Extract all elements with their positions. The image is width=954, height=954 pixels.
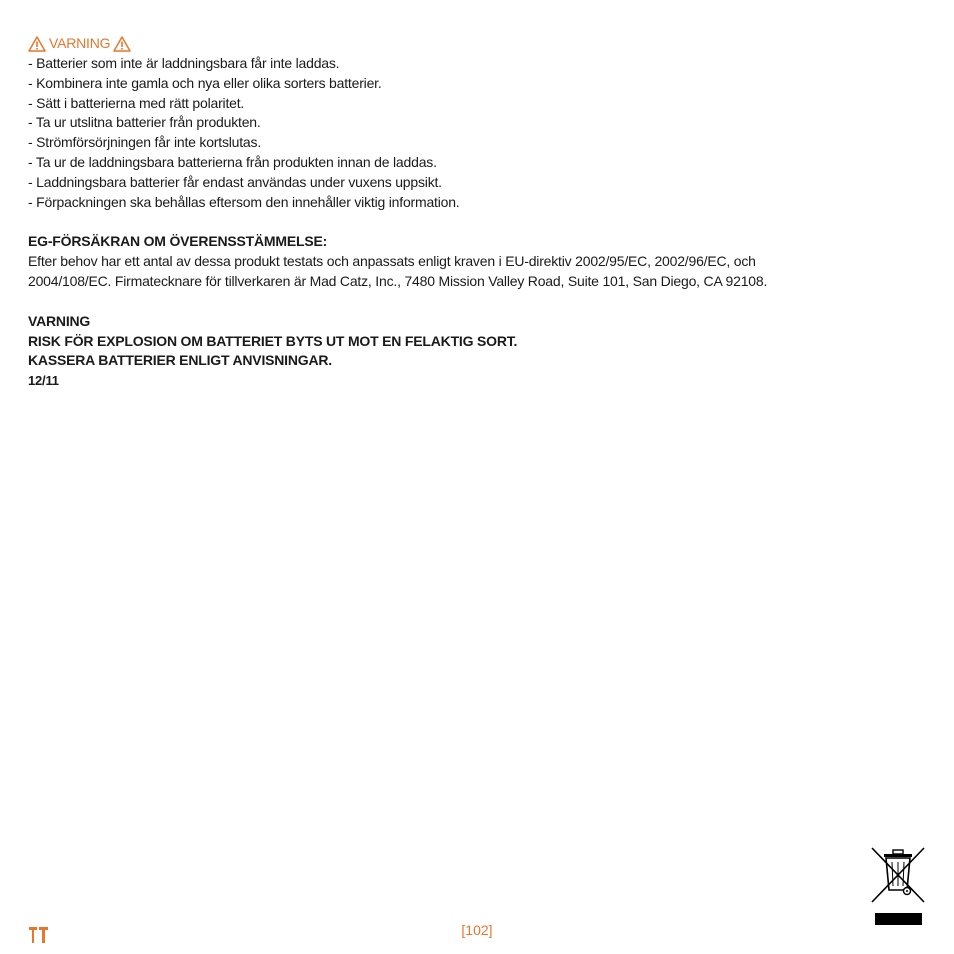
declaration-line: Efter behov har ett antal av dessa produkt testats och anpassats enligt kraven i EU-direktiv 2002/95/EC, 2002/96/EC, och [28,253,756,270]
battery-warning-line: KASSERA BATTERIER ENLIGT ANVISNINGAR. [28,352,332,369]
declaration-line: 2004/108/EC. Firmatecknare för tillverkaren är Mad Catz, Inc., 7480 Mission Valley Road, Suite 101, San Diego, CA 92108. [28,272,768,289]
safety-item: - Laddningsbara batterier får endast användas under vuxens uppsikt. [28,173,442,190]
weee-bar [875,913,922,925]
date-code: 12/11 [28,373,59,389]
manual-page-content [28,34,908,391]
safety-item: - Kombinera inte gamla och nya eller olika sorters batterier. [28,74,382,91]
safety-item: - Ta ur de laddningsbara batterierna från produkten innan de laddas. [28,153,437,170]
safety-item: - Sätt i batterierna med rätt polaritet. [28,94,245,111]
safety-list [28,54,908,212]
safety-item: - Förpackningen ska behållas eftersom den innehåller viktig information. [28,193,460,210]
safety-item: - Ta ur utslitna batterier från produkten. [28,114,261,131]
warning-header-label: VARNING [49,35,111,52]
safety-item: - Strömförsörjningen får inte kortslutas. [28,134,262,151]
warning-triangle-icon [28,36,46,52]
declaration-heading: EG-FÖRSÄKRAN OM ÖVERENSSTÄMMELSE: [28,233,328,250]
warning-triangle-icon [113,36,131,52]
page-number: [102] [461,922,493,938]
crossed-out-bin-icon [870,846,926,904]
spacer [28,212,908,232]
battery-warning-line: RISK FÖR EXPLOSION OM BATTERIET BYTS UT MOT EN FELAKTIG SORT. [28,332,518,349]
safety-item: - Batterier som inte är laddningsbara får inte laddas. [28,55,340,71]
spacer [28,292,908,312]
warning-header [28,34,908,54]
battery-warning-heading: VARNING [28,312,91,329]
